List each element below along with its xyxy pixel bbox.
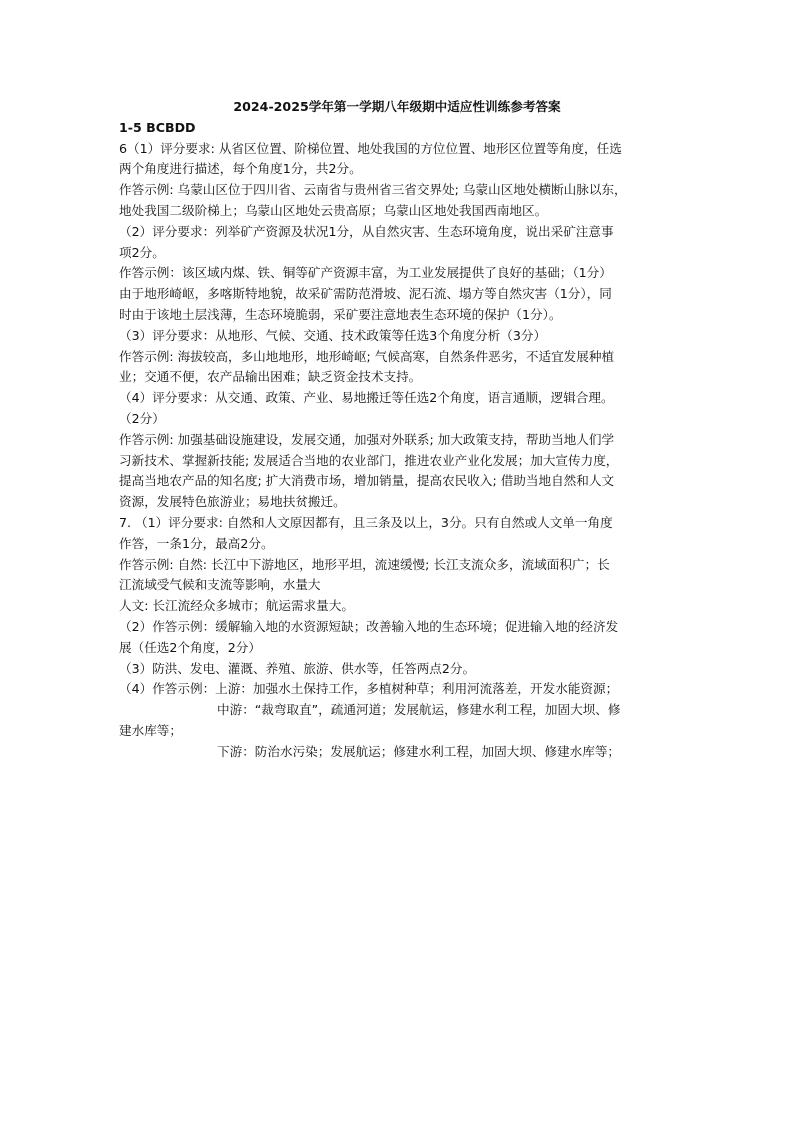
q7-part1-example-human: 人文: 长江流经众多城市；航运需求量大。 <box>119 598 354 614</box>
q7-part1-example: 作答示例: 自然: 长江中下游地区，地形平坦，流速缓慢; 长江支流众多，流域面积广；长 <box>119 556 610 572</box>
q6-part2-example-cont: 时由于该地土层浅薄，生态环境脆弱，采矿要注意地表生态环境的保护（1分）。 <box>119 306 562 322</box>
q7-part4-upstream: （4）作答示例：上游：加强水土保持工作，多植树种草；利用河流落差，开发水能资源； <box>119 681 619 697</box>
q6-part3-requirement: （3）评分要求：从地形、气候、交通、技术政策等任选3个角度分析（3分） <box>119 327 547 343</box>
q6-part2-requirement-cont: 项2分。 <box>119 244 165 260</box>
q6-part1-example-cont: 地处我国二级阶梯上；乌蒙山区地处云贵高原；乌蒙山区地处我国西南地区。 <box>119 202 548 218</box>
q6-part2-example-cont: 由于地形崎岖，多喀斯特地貌，故采矿需防范滑坡、泥石流、塌方等自然灾害（1分），同 <box>119 286 612 302</box>
q7-part3-answer: （3）防洪、发电、灌溉、养殖、旅游、供水等，任答两点2分。 <box>119 660 476 676</box>
q6-part4-example-cont: 提高当地农产品的知名度; 扩大消费市场，增加销量，提高农民收入; 借助当地自然和人文 <box>119 473 615 489</box>
q6-part3-example-cont: 业；交通不便，农产品输出困难；缺乏资金技术支持。 <box>119 369 422 385</box>
q7-part4-downstream: 下游：防治水污染；发展航运；修建水利工程，加固大坝、修建水库等； <box>217 743 620 759</box>
q7-part1-example-cont: 江流域受气候和支流等影响，水量大 <box>119 577 321 593</box>
q7-part4-midstream: 中游：“裁弯取直”，疏通河道；发展航运，修建水利工程，加固大坝、修 <box>217 702 621 718</box>
q6-part2-example: 作答示例：该区域内煤、铁、铜等矿产资源丰富，为工业发展提供了良好的基础；（1分） <box>119 265 612 281</box>
q6-part4-requirement: （4）评分要求：从交通、政策、产业、易地搬迁等任选2个角度，语言通顺，逻辑合理。 <box>119 390 614 406</box>
q6-part2-requirement: （2）评分要求：列举矿产资源及状况1分，从自然灾害、生态环境角度，说出采矿注意事 <box>119 223 614 239</box>
q6-part1-requirement: 6（1）评分要求: 从省区位置、阶梯位置、地处我国的方位位置、地形区位置等角度，任选 <box>119 140 622 156</box>
q7-part1-requirement-cont: 作答，一条1分，最高2分。 <box>119 535 274 551</box>
answer-document <box>119 97 679 763</box>
q7-part2-example: （2）作答示例：缓解输入地的水资源短缺；改善输入地的生态环境；促进输入地的经济发 <box>119 618 619 634</box>
q6-part1-requirement-cont: 两个角度进行描述，每个角度1分，共2分。 <box>119 161 362 177</box>
q7-part4-midstream-cont: 建水库等； <box>119 722 182 738</box>
q6-part4-example: 作答示例: 加强基础设施建设，发展交通，加强对外联系; 加大政策支持，帮助当地人们学 <box>119 431 615 447</box>
q6-part1-example: 作答示例: 乌蒙山区位于四川省、云南省与贵州省三省交界处; 乌蒙山区地处横断山脉以东， <box>119 182 627 198</box>
q7-part1-requirement: 7. （1）评分要求: 自然和人文原因都有，且三条及以上，3分。只有自然或人文单一角度 <box>119 514 613 530</box>
q7-part2-example-cont: 展（任选2个角度，2分） <box>119 639 261 655</box>
document-title: 2024-2025学年第一学期八年级期中适应性训练参考答案 <box>233 99 561 114</box>
answer-1-5: 1-5 BCBDD <box>119 119 196 135</box>
q6-part4-requirement-cont: （2分） <box>119 410 165 426</box>
q6-part3-example: 作答示例: 海拔较高，多山地地形，地形崎岖; 气候高寒，自然条件恶劣，不适宜发展种植 <box>119 348 615 364</box>
q6-part4-example-cont: 习新技术、掌握新技能; 发展适合当地的农业部门，推进农业产业化发展；加大宣传力度， <box>119 452 619 468</box>
q6-part4-example-cont: 资源，发展特色旅游业；易地扶贫搬迁。 <box>119 494 346 510</box>
